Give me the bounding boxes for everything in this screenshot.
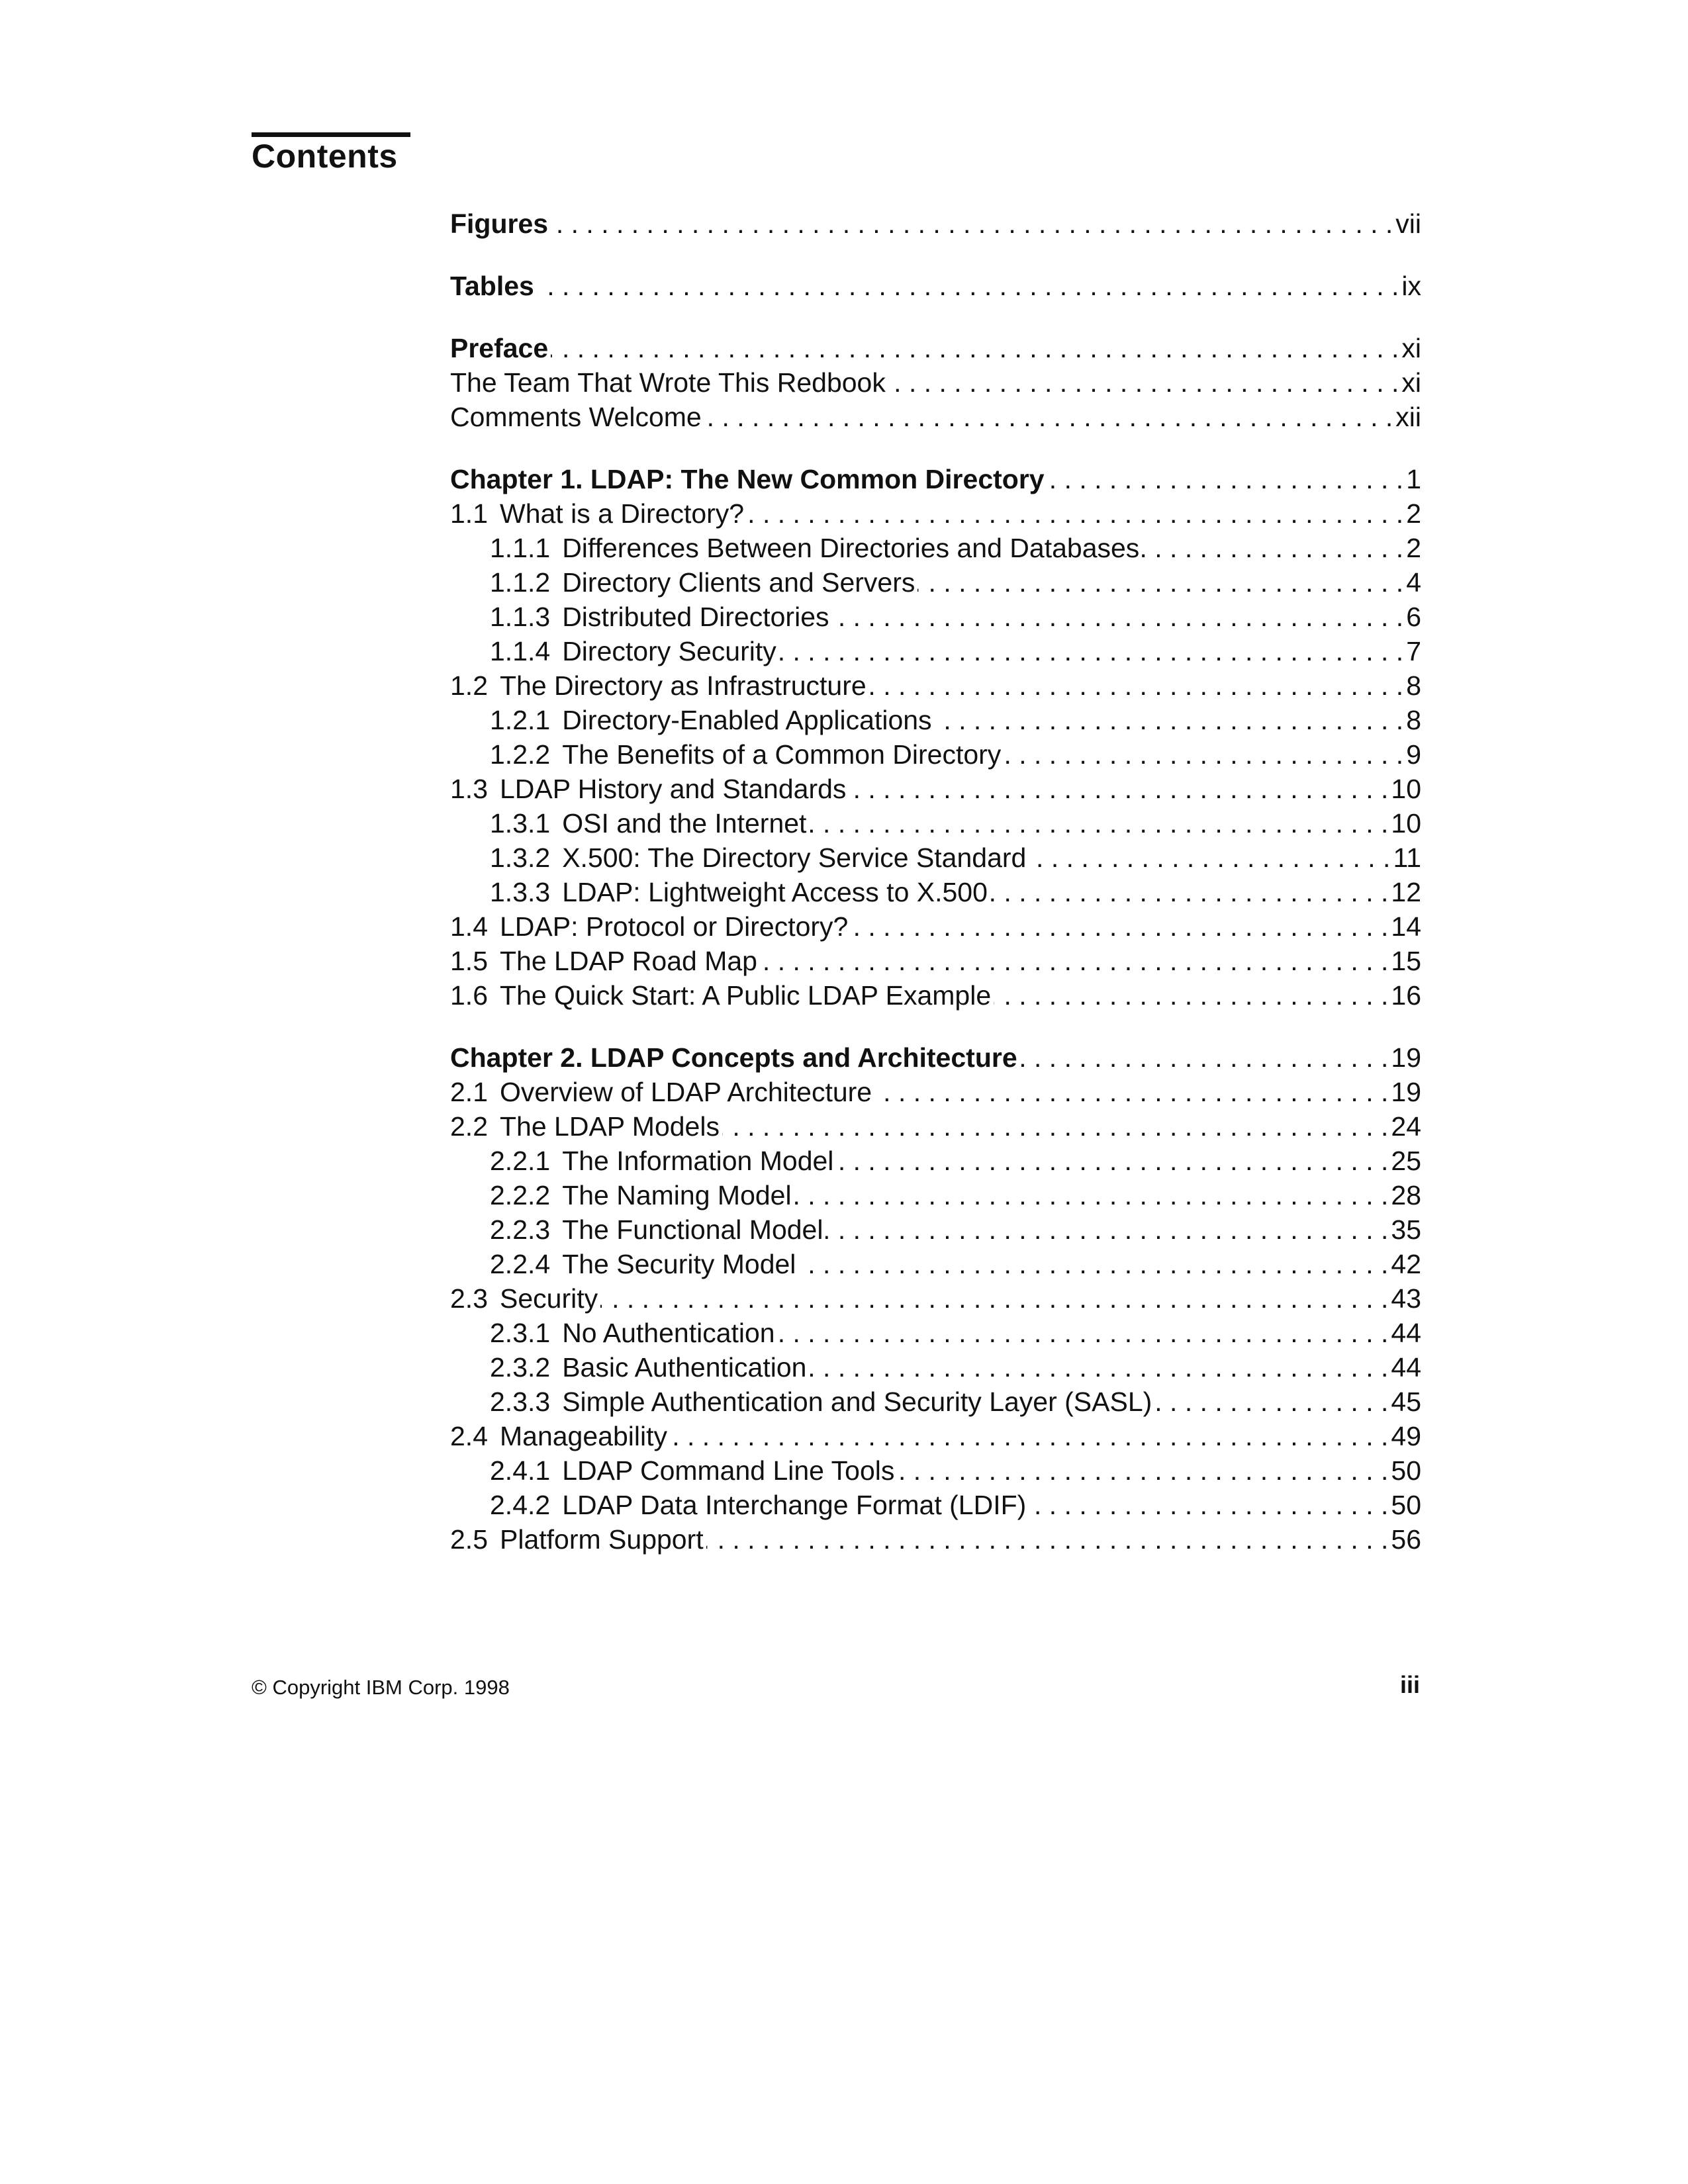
toc-entry[interactable] bbox=[450, 634, 1421, 668]
toc-entry[interactable] bbox=[450, 365, 1421, 400]
toc-group bbox=[450, 1040, 1421, 1557]
toc-entry[interactable] bbox=[450, 1075, 1421, 1109]
toc-entry[interactable] bbox=[450, 806, 1421, 841]
dot-leader bbox=[600, 1281, 1388, 1316]
page-title: Contents bbox=[252, 138, 398, 175]
dot-leader bbox=[809, 1350, 1388, 1385]
toc-entry[interactable] bbox=[450, 1522, 1421, 1557]
toc-entry-number: 1.4 bbox=[450, 911, 488, 942]
toc-entry-page: 8 bbox=[1406, 705, 1421, 735]
copyright-notice: © Copyright IBM Corp. 1998 bbox=[252, 1676, 510, 1699]
toc-entry-page: 2 bbox=[1406, 498, 1421, 529]
toc-entry-number: 2.2.2 bbox=[490, 1180, 551, 1210]
toc-entry[interactable] bbox=[450, 496, 1421, 531]
dot-leader bbox=[551, 206, 1393, 241]
toc-group bbox=[450, 269, 1421, 303]
toc-entry-title: The Information Model bbox=[562, 1146, 834, 1176]
toc-entry[interactable] bbox=[450, 703, 1421, 737]
dot-leader bbox=[809, 806, 1388, 841]
toc-entry-page: 42 bbox=[1391, 1249, 1421, 1279]
toc-entry-number: 1.6 bbox=[450, 980, 488, 1011]
toc-entry-title: The Functional Model bbox=[562, 1214, 823, 1245]
toc-entry-title: Directory Security bbox=[562, 636, 776, 666]
toc-entry-page: 14 bbox=[1391, 911, 1421, 942]
dot-leader bbox=[760, 944, 1388, 978]
toc-entry[interactable] bbox=[450, 206, 1421, 241]
toc-entry[interactable] bbox=[450, 531, 1421, 565]
toc-entry-page: xii bbox=[1395, 402, 1421, 432]
toc-entry-title: Directory Clients and Servers bbox=[562, 567, 915, 598]
toc-entry-page: 28 bbox=[1391, 1180, 1421, 1210]
toc-entry-number: 1.1.2 bbox=[490, 567, 551, 598]
toc-entry-title: The Directory as Infrastructure bbox=[500, 670, 867, 701]
toc-entry-title: The Team That Wrote This Redbook bbox=[450, 367, 886, 398]
toc-entry-number: 2.3.1 bbox=[490, 1318, 551, 1348]
toc-entry-page: 24 bbox=[1391, 1111, 1421, 1142]
dot-leader bbox=[874, 1075, 1388, 1109]
toc-entry-page: 19 bbox=[1391, 1077, 1421, 1107]
toc-entry-title: LDAP History and Standards bbox=[500, 774, 847, 804]
toc-entry-title: Directory-Enabled Applications bbox=[562, 705, 932, 735]
toc-entry-page: 50 bbox=[1391, 1455, 1421, 1486]
toc-entry-page: 9 bbox=[1406, 739, 1421, 770]
toc-entry[interactable] bbox=[450, 331, 1421, 365]
toc-entry[interactable] bbox=[450, 737, 1421, 772]
toc-entry[interactable] bbox=[450, 1109, 1421, 1144]
toc-entry[interactable] bbox=[450, 1178, 1421, 1212]
toc-entry[interactable] bbox=[450, 600, 1421, 634]
toc-entry-title: OSI and the Internet bbox=[562, 808, 807, 839]
dot-leader bbox=[794, 1178, 1389, 1212]
dot-leader bbox=[704, 400, 1393, 434]
toc-entry-number: 2.4.2 bbox=[490, 1490, 551, 1520]
toc-entry-page: 35 bbox=[1391, 1214, 1421, 1245]
toc-entry-number: 1.3 bbox=[450, 774, 488, 804]
toc-entry-page: 1 bbox=[1406, 464, 1421, 494]
dot-leader bbox=[935, 703, 1404, 737]
toc-entry[interactable] bbox=[450, 1040, 1421, 1075]
dot-leader bbox=[1004, 737, 1403, 772]
toc-entry-title: The Benefits of a Common Directory bbox=[562, 739, 1002, 770]
toc-entry[interactable] bbox=[450, 1212, 1421, 1247]
dot-leader bbox=[825, 1212, 1388, 1247]
toc-entry-page: 56 bbox=[1391, 1524, 1421, 1555]
dot-leader bbox=[1020, 1040, 1389, 1075]
toc-entry[interactable] bbox=[450, 1350, 1421, 1385]
toc-entry-page: 16 bbox=[1391, 980, 1421, 1011]
toc-entry-number: 2.5 bbox=[450, 1524, 488, 1555]
dot-leader bbox=[798, 1247, 1388, 1281]
toc-entry-title: Simple Authentication and Security Layer (SASL) bbox=[562, 1387, 1152, 1417]
dot-leader bbox=[537, 269, 1399, 303]
toc-entry-number: 2.4 bbox=[450, 1421, 488, 1451]
table-of-contents bbox=[450, 206, 1421, 1557]
toc-entry-title: No Authentication bbox=[562, 1318, 775, 1348]
dot-leader bbox=[1029, 841, 1390, 875]
toc-entry-page: 11 bbox=[1393, 842, 1421, 873]
toc-entry[interactable] bbox=[450, 944, 1421, 978]
toc-entry-number: 2.2.1 bbox=[490, 1146, 551, 1176]
toc-entry-page: 45 bbox=[1391, 1387, 1421, 1417]
dot-leader bbox=[747, 496, 1403, 531]
toc-entry-page: 43 bbox=[1391, 1283, 1421, 1314]
toc-entry[interactable] bbox=[450, 462, 1421, 496]
dot-leader bbox=[897, 1453, 1388, 1488]
dot-leader bbox=[1154, 1385, 1388, 1419]
toc-entry-page: 8 bbox=[1406, 670, 1421, 701]
toc-entry[interactable] bbox=[450, 875, 1421, 909]
toc-entry-page: 10 bbox=[1391, 774, 1421, 804]
toc-entry-number: 1.2.2 bbox=[490, 739, 551, 770]
toc-entry[interactable] bbox=[450, 668, 1421, 703]
toc-entry-page: vii bbox=[1395, 208, 1421, 239]
toc-entry-title: The LDAP Models bbox=[500, 1111, 720, 1142]
toc-entry-page: xi bbox=[1401, 333, 1421, 363]
toc-entry-title: LDAP Command Line Tools bbox=[562, 1455, 895, 1486]
toc-entry-title: Differences Between Directories and Databases bbox=[562, 533, 1140, 563]
toc-entry[interactable] bbox=[450, 1247, 1421, 1281]
toc-entry-number: 1.1.4 bbox=[490, 636, 551, 666]
toc-entry-title: Overview of LDAP Architecture bbox=[500, 1077, 872, 1107]
dot-leader bbox=[990, 875, 1388, 909]
toc-entry-title: Security bbox=[500, 1283, 598, 1314]
toc-entry-number: 1.2.1 bbox=[490, 705, 551, 735]
toc-entry-number: 1.1 bbox=[450, 498, 488, 529]
toc-entry-page: 50 bbox=[1391, 1490, 1421, 1520]
toc-entry-number: 2.2 bbox=[450, 1111, 488, 1142]
toc-entry-title: Platform Support bbox=[500, 1524, 704, 1555]
toc-entry-title: LDAP: Protocol or Directory? bbox=[500, 911, 849, 942]
toc-entry-title: LDAP: Lightweight Access to X.500 bbox=[562, 877, 988, 907]
toc-entry-page: 2 bbox=[1406, 533, 1421, 563]
toc-entry-page: 25 bbox=[1391, 1146, 1421, 1176]
toc-entry-number: 1.1.1 bbox=[490, 533, 551, 563]
toc-entry[interactable] bbox=[450, 841, 1421, 875]
toc-entry-page: 7 bbox=[1406, 636, 1421, 666]
toc-entry-number: 2.2.4 bbox=[490, 1249, 551, 1279]
dot-leader bbox=[1047, 462, 1404, 496]
toc-entry-title: Comments Welcome bbox=[450, 402, 702, 432]
toc-entry[interactable] bbox=[450, 1281, 1421, 1316]
toc-entry-number: 2.3.2 bbox=[490, 1352, 551, 1383]
toc-entry[interactable] bbox=[450, 1453, 1421, 1488]
toc-entry-number: 1.3.1 bbox=[490, 808, 551, 839]
toc-entry-title: Chapter 2. LDAP Concepts and Architecture bbox=[450, 1042, 1017, 1073]
dot-leader bbox=[670, 1419, 1388, 1453]
toc-entry-title: The LDAP Road Map bbox=[500, 946, 757, 976]
toc-entry-title: Manageability bbox=[500, 1421, 667, 1451]
toc-entry-title: What is a Directory? bbox=[500, 498, 745, 529]
toc-entry-number: 2.3 bbox=[450, 1283, 488, 1314]
toc-entry-page: 12 bbox=[1391, 877, 1421, 907]
toc-entry-page: 44 bbox=[1391, 1352, 1421, 1383]
toc-group bbox=[450, 462, 1421, 1013]
page-number: iii bbox=[1399, 1671, 1420, 1698]
toc-entry-number: 1.3.2 bbox=[490, 842, 551, 873]
dot-leader bbox=[551, 331, 1399, 365]
dot-leader bbox=[1029, 1488, 1388, 1522]
toc-entry-number: 1.1.3 bbox=[490, 602, 551, 632]
toc-entry-number: 2.2.3 bbox=[490, 1214, 551, 1245]
toc-entry-page: 19 bbox=[1391, 1042, 1421, 1073]
toc-entry-number: 1.5 bbox=[450, 946, 488, 976]
dot-leader bbox=[836, 1144, 1388, 1178]
toc-entry[interactable] bbox=[450, 269, 1421, 303]
toc-entry[interactable] bbox=[450, 1488, 1421, 1522]
dot-leader bbox=[779, 634, 1403, 668]
dot-leader bbox=[1142, 531, 1403, 565]
toc-entry-number: 2.1 bbox=[450, 1077, 488, 1107]
dot-leader bbox=[706, 1522, 1389, 1557]
dot-leader bbox=[869, 668, 1404, 703]
toc-entry-title: The Naming Model bbox=[562, 1180, 792, 1210]
toc-entry[interactable] bbox=[450, 978, 1421, 1013]
dot-leader bbox=[888, 365, 1399, 400]
toc-entry-title: Chapter 1. LDAP: The New Common Directory bbox=[450, 464, 1045, 494]
toc-entry-number: 2.3.3 bbox=[490, 1387, 551, 1417]
toc-entry-number: 1.3.3 bbox=[490, 877, 551, 907]
dot-leader bbox=[849, 772, 1388, 806]
toc-entry-page: xi bbox=[1401, 367, 1421, 398]
toc-entry-title: The Security Model bbox=[562, 1249, 796, 1279]
toc-entry[interactable] bbox=[450, 909, 1421, 944]
toc-entry[interactable] bbox=[450, 1385, 1421, 1419]
toc-entry-page: 44 bbox=[1391, 1318, 1421, 1348]
dot-leader bbox=[917, 565, 1403, 600]
dot-leader bbox=[778, 1316, 1389, 1350]
toc-entry-page: 49 bbox=[1391, 1421, 1421, 1451]
toc-entry-page: ix bbox=[1401, 271, 1421, 301]
toc-entry-page: 10 bbox=[1391, 808, 1421, 839]
toc-entry[interactable] bbox=[450, 1419, 1421, 1453]
toc-entry-page: 15 bbox=[1391, 946, 1421, 976]
toc-entry-title: X.500: The Directory Service Standard bbox=[562, 842, 1027, 873]
dot-leader bbox=[832, 600, 1404, 634]
toc-entry-number: 1.2 bbox=[450, 670, 488, 701]
toc-entry-page: 4 bbox=[1406, 567, 1421, 598]
toc-entry-title: Preface bbox=[450, 333, 549, 363]
toc-entry-title: The Quick Start: A Public LDAP Example bbox=[500, 980, 992, 1011]
toc-entry[interactable] bbox=[450, 1144, 1421, 1178]
toc-entry-title: Basic Authentication bbox=[562, 1352, 807, 1383]
toc-entry-page: 6 bbox=[1406, 602, 1421, 632]
toc-entry-title: Figures bbox=[450, 208, 549, 239]
toc-group bbox=[450, 331, 1421, 434]
toc-entry[interactable] bbox=[450, 400, 1421, 434]
dot-leader bbox=[851, 909, 1388, 944]
toc-entry[interactable] bbox=[450, 565, 1421, 600]
dot-leader bbox=[994, 978, 1388, 1013]
toc-group bbox=[450, 206, 1421, 241]
toc-entry-number: 2.4.1 bbox=[490, 1455, 551, 1486]
dot-leader bbox=[722, 1109, 1388, 1144]
toc-entry-title: Distributed Directories bbox=[562, 602, 829, 632]
toc-entry[interactable] bbox=[450, 772, 1421, 806]
toc-entry-title: Tables bbox=[450, 271, 534, 301]
toc-entry[interactable] bbox=[450, 1316, 1421, 1350]
toc-entry-title: LDAP Data Interchange Format (LDIF) bbox=[562, 1490, 1027, 1520]
